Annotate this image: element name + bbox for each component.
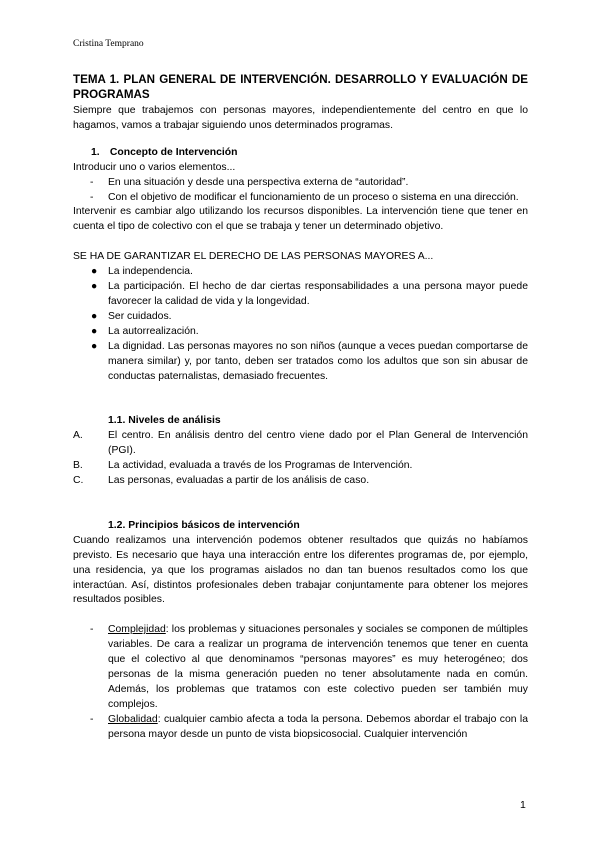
dash-marker: - (90, 191, 94, 203)
definition-paragraph: Intervenir es cambiar algo utilizando los recursos disponibles. La intervención tiene que tener en cuenta el tipo de colectivo con el que se trabaja y tener un determinado objetivo. (73, 206, 528, 233)
principles-paragraph: Cuando realizamos una intervención podemos obtener resultados que quizás no habíamos previsto. Es necesario que haya una interacción entre los diferentes programas de, por ejemplo, una residencia, ya que los programas aislados no dan tan buenos resultados como los que interactúan. Así, distintos profesionales deben trabajar conjuntamente para obtener los mejores resultados posibles. (73, 534, 528, 606)
section-heading (91, 146, 528, 161)
section-heading-text: Concepto de Intervención (109, 146, 238, 158)
bullet-marker: ● (91, 281, 98, 293)
dash-list (73, 176, 528, 206)
rights-list (73, 265, 528, 384)
list-item (73, 280, 528, 310)
bullet-marker: ● (91, 266, 98, 278)
list-item (73, 429, 528, 459)
principle-text: : los problemas y situaciones personales y sociales se componen de múltiples variables. De cara a realizar un programa de intervención tenemos que tener en cuenta que el colectivo al que denominamos “personas mayores” es muy heterogéneo; dos personas de la misma generación pueden no tener absolutamente nada en común. Además, los problemas que tratamos con este colectivo pueden ser también muy complejos. (108, 624, 528, 710)
bullet-marker: ● (91, 340, 98, 352)
list-item-text: En una situación y desde una perspectiva externa de “autoridad”. (108, 176, 409, 188)
dash-marker: - (90, 713, 94, 725)
list-item-text: El centro. En análisis dentro del centro viene dado por el Plan General de Intervención (PGI). (108, 430, 528, 457)
list-item-text: Ser cuidados. (108, 310, 172, 322)
author-header: Cristina Temprano (73, 39, 144, 49)
list-item (73, 459, 528, 474)
list-item (73, 340, 528, 385)
principle-term: Globalidad (108, 713, 158, 725)
list-item (73, 474, 528, 489)
list-item (73, 176, 528, 191)
list-item-text: Las personas, evaluadas a partir de los análisis de caso. (108, 475, 370, 487)
document-body (73, 72, 528, 743)
rights-heading: SE HA DE GARANTIZAR EL DERECHO DE LAS PERSONAS MAYORES A... (73, 251, 434, 263)
list-item-text: Con el objetivo de modificar el funcionamiento de un proceso o sistema en una dirección. (108, 191, 519, 203)
principle-term: Complejidad (108, 624, 166, 636)
list-item (73, 713, 528, 743)
list-item (73, 325, 528, 340)
letter-marker: B. (73, 460, 83, 472)
letter-marker: A. (73, 430, 83, 442)
bullet-marker: ● (91, 325, 98, 337)
intro-paragraph: Siempre que trabajemos con personas mayores, independientemente del centro en que lo hagamos, vamos a trabajar siguiendo unos determinados programas. (73, 105, 528, 131)
page-number: 1 (520, 799, 526, 811)
list-item-text: La actividad, evaluada a través de los Programas de Intervención. (108, 460, 413, 472)
section-lead: Introducir uno o varios elementos... (73, 161, 236, 173)
list-item-text: La independencia. (108, 266, 193, 278)
levels-list (73, 429, 528, 489)
subsection-heading: 1.2. Principios básicos de intervención (108, 519, 300, 531)
section-number: 1. (91, 146, 100, 158)
list-item-text: La participación. El hecho de dar ciertas responsabilidades a una persona mayor puede favorecer la calidad de vida y la longevidad. (108, 281, 528, 307)
list-item (73, 623, 528, 712)
bullet-marker: ● (91, 310, 98, 322)
page-title: TEMA 1. PLAN GENERAL DE INTERVENCIÓN. DESARROLLO Y EVALUACIÓN DE PROGRAMAS (73, 73, 528, 101)
principles-list (73, 623, 528, 742)
list-item-text: La dignidad. Las personas mayores no son niños (aunque a veces puedan comportarse de manera similar) y, por tanto, deben ser tratados como los adultos que son sin abusar de conductas paternalistas, demasiado frecuentes. (108, 340, 528, 382)
list-item (73, 310, 528, 325)
list-item (73, 191, 528, 206)
dash-marker: - (90, 624, 94, 636)
letter-marker: C. (73, 475, 84, 487)
dash-marker: - (90, 176, 94, 188)
list-item-text: La autorrealización. (108, 325, 199, 337)
subsection-heading: 1.1. Niveles de análisis (108, 415, 221, 427)
principle-text: : cualquier cambio afecta a toda la persona. Debemos abordar el trabajo con la persona mayor desde un punto de vista biopsicosocial. Cualquier intervención (108, 713, 528, 740)
list-item (73, 265, 528, 280)
